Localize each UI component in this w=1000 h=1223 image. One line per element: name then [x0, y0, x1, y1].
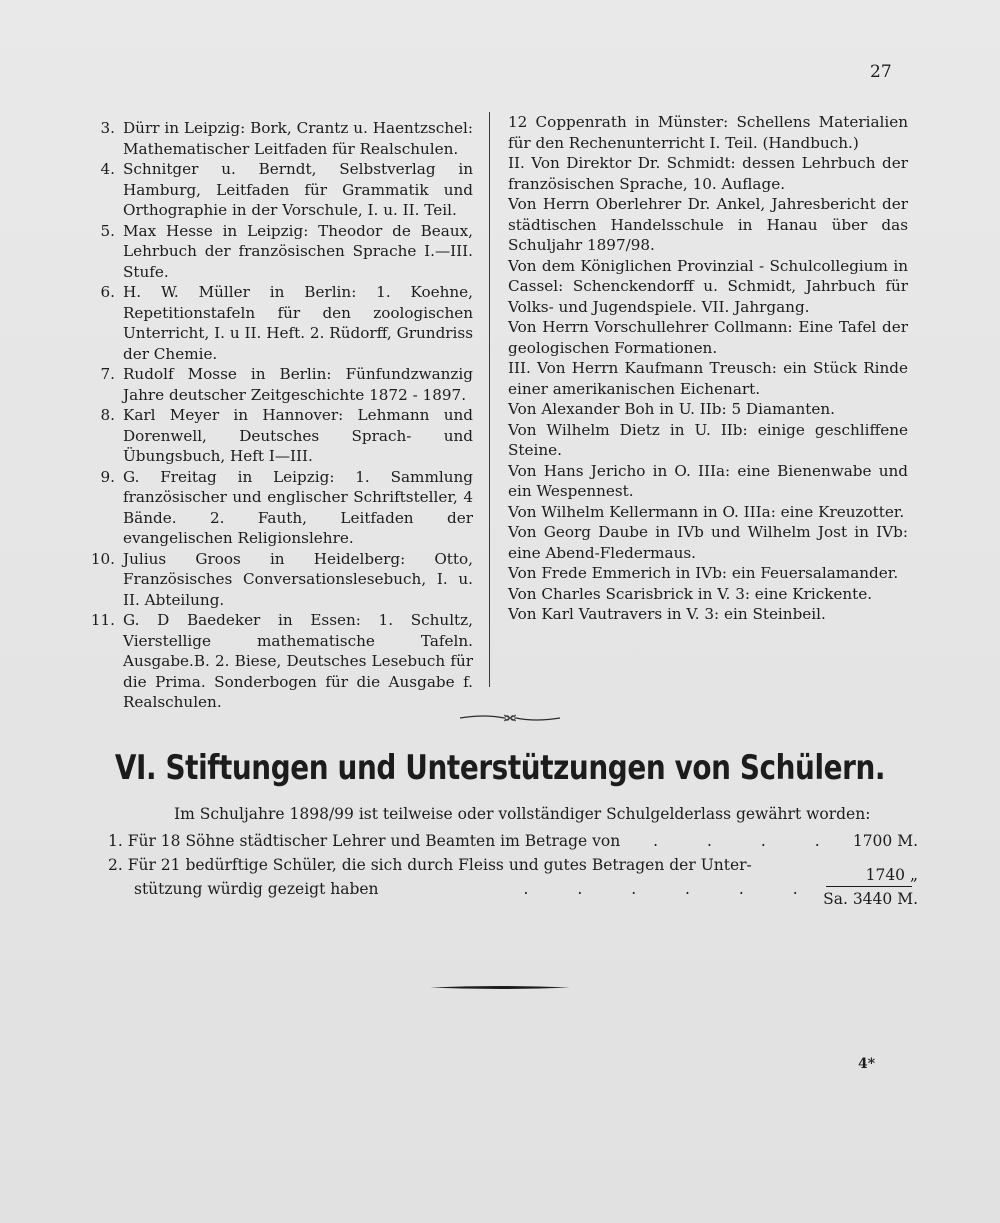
- entry-text: G. Freitag in Leipzig: 1. Sammlung französischer und englischer Schriftsteller, 4 Bände. 2. Fauth, Leitfaden der evangelischen Religionslehre.: [123, 467, 473, 547]
- right-entry: [508, 153, 908, 194]
- left-entry: [85, 364, 473, 405]
- left-entry: [85, 221, 473, 283]
- entry-text: Von Frede Emmerich in IVb: ein Feuersalamander.: [508, 564, 899, 582]
- entry-text: Von Alexander Boh in U. IIb: 5 Diamanten.: [508, 400, 835, 418]
- item-2-line-1: 2. Für 21 bedürftige Schüler, die sich durch Fleiss und gutes Betragen der Unter-: [108, 856, 752, 874]
- section-intro: Im Schuljahre 1898/99 ist teilweise oder vollständiger Schulgelderlass gewährt worden:: [174, 805, 871, 823]
- entry-text: Julius Groos in Heidelberg: Otto, Französisches Conversationslesebuch, I. u. II. Abteilung.: [123, 549, 473, 609]
- section-heading: VI. Stiftungen und Unterstützungen von Schülern.: [114, 748, 886, 788]
- entry-number: 11.: [90, 611, 115, 629]
- right-column: [508, 112, 908, 625]
- left-entry: [85, 159, 473, 221]
- entry-number: 9.: [100, 467, 115, 486]
- page-number: 27: [870, 62, 892, 82]
- entry-number: 5.: [100, 221, 115, 240]
- right-entry: [508, 194, 908, 256]
- item-2-dots: . . . . . .: [523, 880, 820, 898]
- item-1-amount: 1700 M.: [852, 832, 918, 850]
- entry-text: Schnitger u. Berndt, Selbstverlag in Hamburg, Leitfaden für Grammatik und Orthographie in der Vorschule, I. u. II. Teil.: [123, 160, 473, 219]
- entry-text: Von Wilhelm Kellermann in O. IIIa: eine Kreuzotter.: [508, 502, 905, 521]
- left-entry: [85, 610, 473, 713]
- entry-number: 6.: [100, 283, 115, 301]
- entry-text: Max Hesse in Leipzig: Theodor de Beaux, Lehrbuch der französischen Sprache I.—III. Stufe.: [123, 221, 473, 281]
- left-entry: [85, 467, 473, 549]
- item-1-dots: . . . .: [653, 832, 842, 850]
- column-divider: [489, 112, 490, 687]
- entry-text: III. Von Herrn Kaufmann Treusch: ein Stück Rinde einer amerikanischen Eichenart.: [508, 359, 908, 398]
- left-entry: [85, 405, 473, 467]
- entry-number: 10.: [90, 549, 115, 568]
- right-entry: [508, 604, 908, 625]
- entry-text: Von Karl Vautravers in V. 3: ein Steinbeil.: [508, 605, 826, 623]
- closing-rule: [430, 985, 570, 990]
- entry-text: Karl Meyer in Hannover: Lehmann und Dorenwell, Deutsches Sprach- und Übungsbuch, Heft I—III.: [123, 406, 473, 465]
- entry-text: Von Charles Scarisbrick in V. 3: eine Krickente.: [508, 584, 873, 603]
- right-entry: [508, 317, 908, 358]
- right-entry: [508, 256, 908, 318]
- entry-text: Von Herrn Vorschullehrer Collmann: Eine Tafel der geologischen Formationen.: [508, 318, 908, 357]
- right-entry: [508, 461, 908, 502]
- right-entry: [508, 358, 908, 399]
- ornament-divider: [460, 710, 560, 726]
- right-entry: [508, 584, 908, 605]
- item-1: [108, 832, 918, 850]
- entry-number: 8.: [100, 406, 115, 424]
- entry-number: 4.: [100, 160, 115, 178]
- entry-number: 3.: [100, 119, 115, 137]
- entry-text: Von Georg Daube in IVb und Wilhelm Jost in IVb: eine Abend-Fledermaus.: [508, 523, 908, 562]
- right-entry: [508, 522, 908, 563]
- right-entry: [508, 112, 908, 153]
- right-entry: [508, 502, 908, 523]
- right-entry: [508, 420, 908, 461]
- entry-text: Dürr in Leipzig: Bork, Crantz u. Haentzschel: Mathematischer Leitfaden für Realschulen.: [123, 119, 473, 158]
- entry-text: Von Hans Jericho in O. IIIa: eine Bienenwabe und ein Wespennest.: [508, 461, 908, 500]
- entry-text: G. D Baedeker in Essen: 1. Schultz, Vierstellige mathematische Tafeln. Ausgabe.B. 2. Biese, Deutsches Lesebuch für die Prima. Sonderbogen für die Ausgabe f. Realschulen.: [123, 611, 473, 711]
- right-entry: [508, 399, 908, 420]
- left-entry: [85, 549, 473, 611]
- sum-rule: [826, 886, 912, 887]
- item-2-amount: 1740 „: [865, 866, 918, 884]
- right-entry: [508, 563, 908, 584]
- item-2-text: stützung würdig gezeigt haben: [134, 880, 379, 898]
- entry-text: 12 Coppenrath in Münster: Schellens Materialien für den Rechenunterricht I. Teil. (Handbuch.): [508, 113, 908, 152]
- sum-amount: Sa. 3440 M.: [823, 890, 918, 908]
- left-column: [85, 118, 473, 713]
- left-entry: [85, 282, 473, 364]
- entry-text: Von Herrn Oberlehrer Dr. Ankel, Jahresbericht der städtischen Handelsschule in Hanau über das Schuljahr 1897/98.: [508, 195, 908, 254]
- entry-number: 7.: [100, 365, 115, 383]
- entry-text: H. W. Müller in Berlin: 1. Koehne, Repetitionstafeln für den zoologischen Unterricht, I. u II. Heft. 2. Rüdorff, Grundriss der Chemie.: [123, 283, 473, 363]
- entry-text: Von dem Königlichen Provinzial - Schulcollegium in Cassel: Schenckendorff u. Schmidt, Jahrbuch für Volks- und Jugendspiele. VII. Jahrgang.: [508, 256, 908, 316]
- entry-text: II. Von Direktor Dr. Schmidt: dessen Lehrbuch der französischen Sprache, 10. Auflage.: [508, 154, 908, 193]
- left-entry: [85, 118, 473, 159]
- item-1-text: 1. Für 18 Söhne städtischer Lehrer und Beamten im Betrage von: [108, 832, 621, 850]
- entry-text: Von Wilhelm Dietz in U. IIb: einige geschliffene Steine.: [508, 420, 908, 459]
- signature-mark: 4*: [858, 1056, 876, 1072]
- entry-text: Rudolf Mosse in Berlin: Fünfundzwanzig Jahre deutscher Zeitgeschichte 1872 - 1897.: [123, 365, 473, 404]
